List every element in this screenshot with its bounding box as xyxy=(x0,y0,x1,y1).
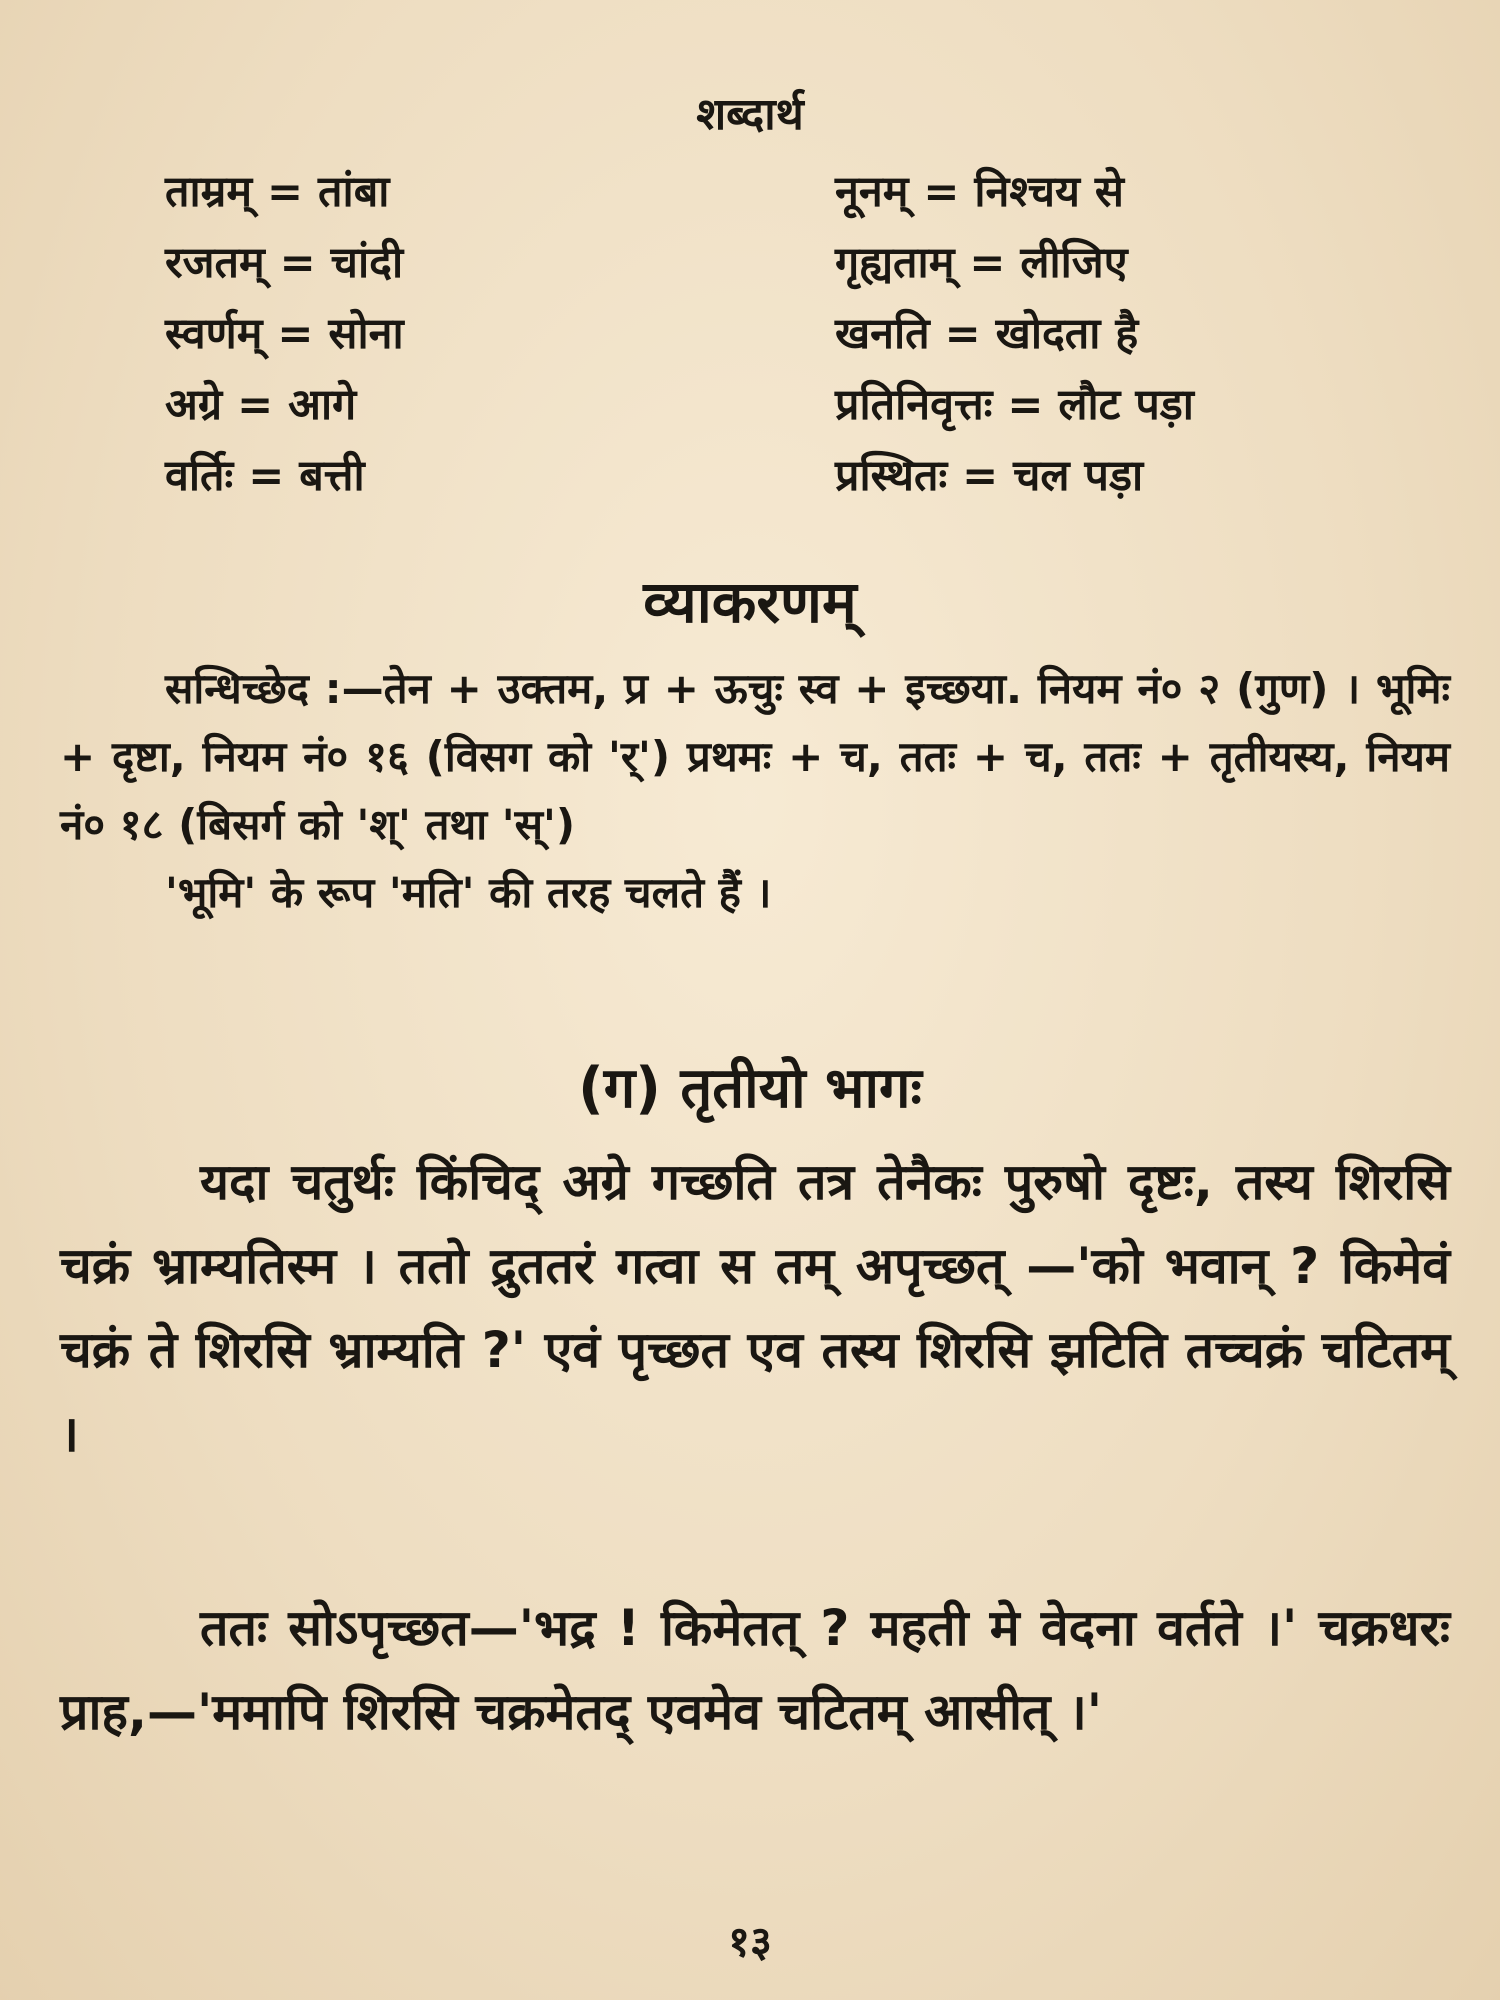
vocabulary-term: वर्तिः = बत्ती xyxy=(165,451,365,501)
vocabulary-term: नूनम् = निश्चय से xyxy=(835,167,1124,217)
vocabulary-term: प्रतिनिवृत्तः = लौट पड़ा xyxy=(835,380,1194,430)
vocabulary-row xyxy=(165,444,1365,515)
vocabulary-term: ताम्रम् = तांबा xyxy=(165,167,390,217)
vocabulary-term: प्रस्थितः = चल पड़ा xyxy=(835,451,1144,501)
vocabulary-term: गृह्यताम् = लीजिए xyxy=(835,238,1128,288)
vocabulary-heading: शब्दार्थ xyxy=(696,89,804,140)
vocabulary-row xyxy=(165,302,1365,373)
vocabulary-term: स्वर्णम् = सोना xyxy=(165,309,404,359)
sandhi-paragraph: सन्धिच्छेद :—तेन + उक्तम, प्र + ऊचुः स्व + इच्छया. नियम नं० २ (गुण) । भूमिः + दृष्टा, नियम नं० १६ (विसग को 'र्') प्रथमः + च, ततः + च, ततः + तृतीयस्य, नियम नं० १८ (बिसर्ग को 'श्' तथा 'स्') xyxy=(60,664,1450,849)
grammar-notes xyxy=(60,655,1450,927)
vocabulary-row xyxy=(165,160,1365,231)
declension-note: 'भूमि' के रूप 'मति' की तरह चलते हैं । xyxy=(165,868,772,917)
grammar-heading: व्याकरणम् xyxy=(643,568,857,636)
vocabulary-term: खनति = खोदता है xyxy=(835,309,1139,359)
section-heading: (ग) तृतीयो भागः xyxy=(578,1056,922,1121)
vocabulary-row xyxy=(165,231,1365,302)
story-text: ततः सोऽपृच्छत—'भद्र ! किमेतत् ? महती मे वेदना वर्तते ।' चक्रधरः प्राह,—'ममापि शिरसि चक्रमेतद् एवमेव चटितम् आसीत् ।' xyxy=(60,1599,1450,1741)
vocabulary-term: रजतम् = चांदी xyxy=(165,238,404,288)
story-text: यदा चतुर्थः किंचिद् अग्रे गच्छति तत्र तेनैकः पुरुषो दृष्टः, तस्य शिरसि चक्रं भ्राम्यतिस्म । ततो द्रुततरं गत्वा स तम् अपृच्छत् —'को भवान् ? किमेवं चक्रं ते शिरसि भ्राम्यति ?' एवं पृच्छत एव तस्य शिरसि झटिति तच्चक्रं चटितम् । xyxy=(60,1153,1450,1463)
story-paragraph-1 xyxy=(60,1140,1450,1476)
story-paragraph-2 xyxy=(60,1586,1450,1754)
vocabulary-list xyxy=(165,160,1365,515)
vocabulary-term: अग्रे = आगे xyxy=(165,380,357,430)
vocabulary-row xyxy=(165,373,1365,444)
page-number: १३ xyxy=(728,1917,772,1966)
